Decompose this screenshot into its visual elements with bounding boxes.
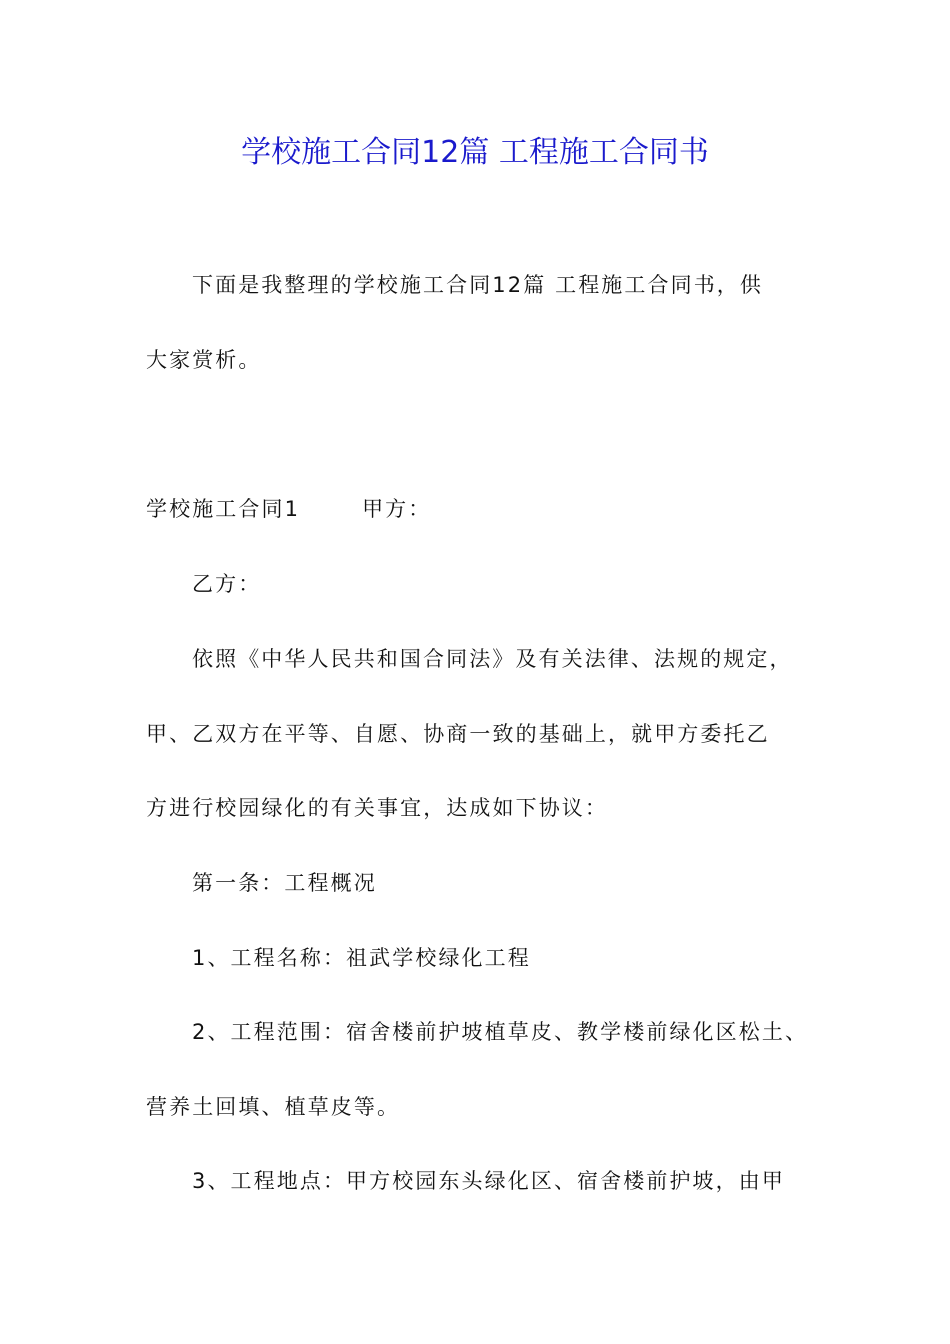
intro-line-2: 大家赏析。 (146, 348, 262, 372)
document-title: 学校施工合同12篇 工程施工合同书 (241, 135, 709, 170)
intro-line-1: 下面是我整理的学校施工合同12篇 工程施工合同书，供 (192, 273, 763, 297)
paragraph-1-line-3: 方进行校园绿化的有关事宜，达成如下协议： (146, 796, 608, 820)
party-a-label: 甲方： (362, 497, 432, 521)
article-1-heading: 第一条：工程概况 (192, 871, 377, 895)
paragraph-1-line-1: 依照《中华人民共和国合同法》及有关法律、法规的规定， (192, 647, 793, 671)
section-heading-row (146, 494, 431, 524)
item-2-line-1: 2、工程范围：宿舍楼前护坡植草皮、教学楼前绿化区松土、 (192, 1020, 809, 1044)
party-b-label: 乙方： (192, 572, 262, 596)
item-3-line-1: 3、工程地点：甲方校园东头绿化区、宿舍楼前护坡，由甲 (192, 1169, 785, 1193)
item-1: 1、工程名称：祖武学校绿化工程 (192, 946, 531, 970)
section-heading: 学校施工合同1 (146, 497, 301, 521)
paragraph-1-line-2: 甲、乙双方在平等、自愿、协商一致的基础上，就甲方委托乙 (146, 722, 770, 746)
item-2-line-2: 营养土回填、植草皮等。 (146, 1095, 401, 1119)
